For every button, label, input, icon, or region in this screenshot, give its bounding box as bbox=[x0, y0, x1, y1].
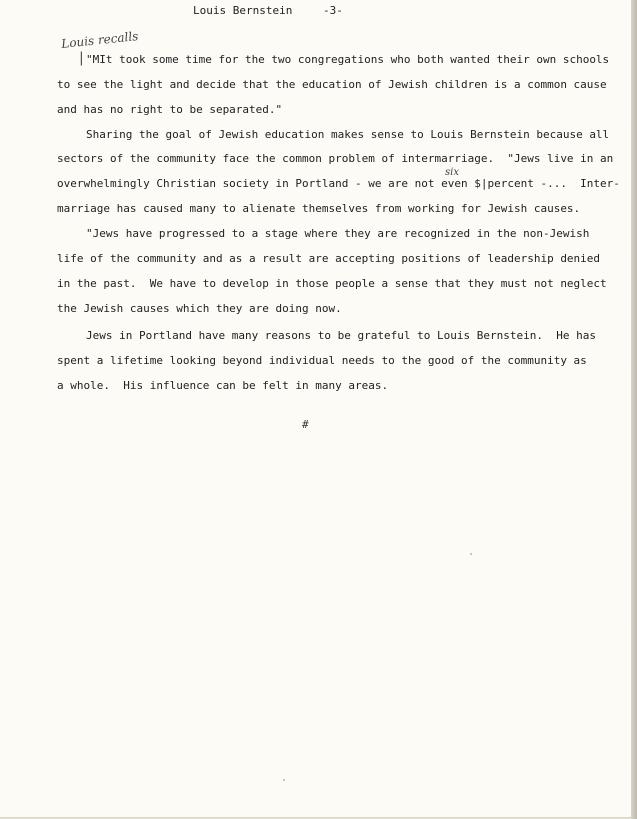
header-page-number: -3- bbox=[323, 4, 343, 17]
handwritten-bracket: | bbox=[79, 50, 84, 66]
body-line: life of the community and as a result are accepting positions of leadership denied bbox=[57, 252, 601, 265]
page-header bbox=[0, 4, 631, 20]
header-name: Louis Bernstein bbox=[193, 4, 293, 17]
body-line: spent a lifetime looking beyond individual needs to the good of the community as bbox=[57, 354, 587, 367]
body-line: to see the light and decide that the education of Jewish children is a common cause bbox=[57, 78, 607, 91]
body-line: "MIt took some time for the two congregations who both wanted their own schools bbox=[86, 53, 610, 66]
body-line: a whole. His influence can be felt in many areas. bbox=[57, 379, 389, 392]
paper-speck bbox=[470, 553, 472, 555]
body-line: overwhelmingly Christian society in Portland - we are not even $|percent -... Inter- bbox=[57, 177, 620, 190]
body-line: and has no right to be separated." bbox=[57, 103, 283, 116]
body-line: in the past. We have to develop in those people a sense that they must not neglect bbox=[57, 277, 607, 290]
body-line: sectors of the community face the common problem of intermarriage. "Jews live in an bbox=[57, 152, 614, 165]
page-edge bbox=[631, 0, 637, 819]
body-line: the Jewish causes which they are doing now. bbox=[57, 302, 342, 315]
paper-speck bbox=[283, 779, 285, 781]
body-line: "Jews have progressed to a stage where they are recognized in the non-Jewish bbox=[86, 227, 590, 240]
body-line: Jews in Portland have many reasons to be grateful to Louis Bernstein. He has bbox=[86, 329, 596, 342]
handwritten-margin-note: Louis recalls bbox=[60, 28, 139, 51]
handwritten-inserted-word: six bbox=[445, 167, 459, 178]
end-mark: # bbox=[302, 418, 309, 431]
body-line: marriage has caused many to alienate themselves from working for Jewish causes. bbox=[57, 202, 581, 215]
body-line: Sharing the goal of Jewish education makes sense to Louis Bernstein because all bbox=[86, 128, 610, 141]
